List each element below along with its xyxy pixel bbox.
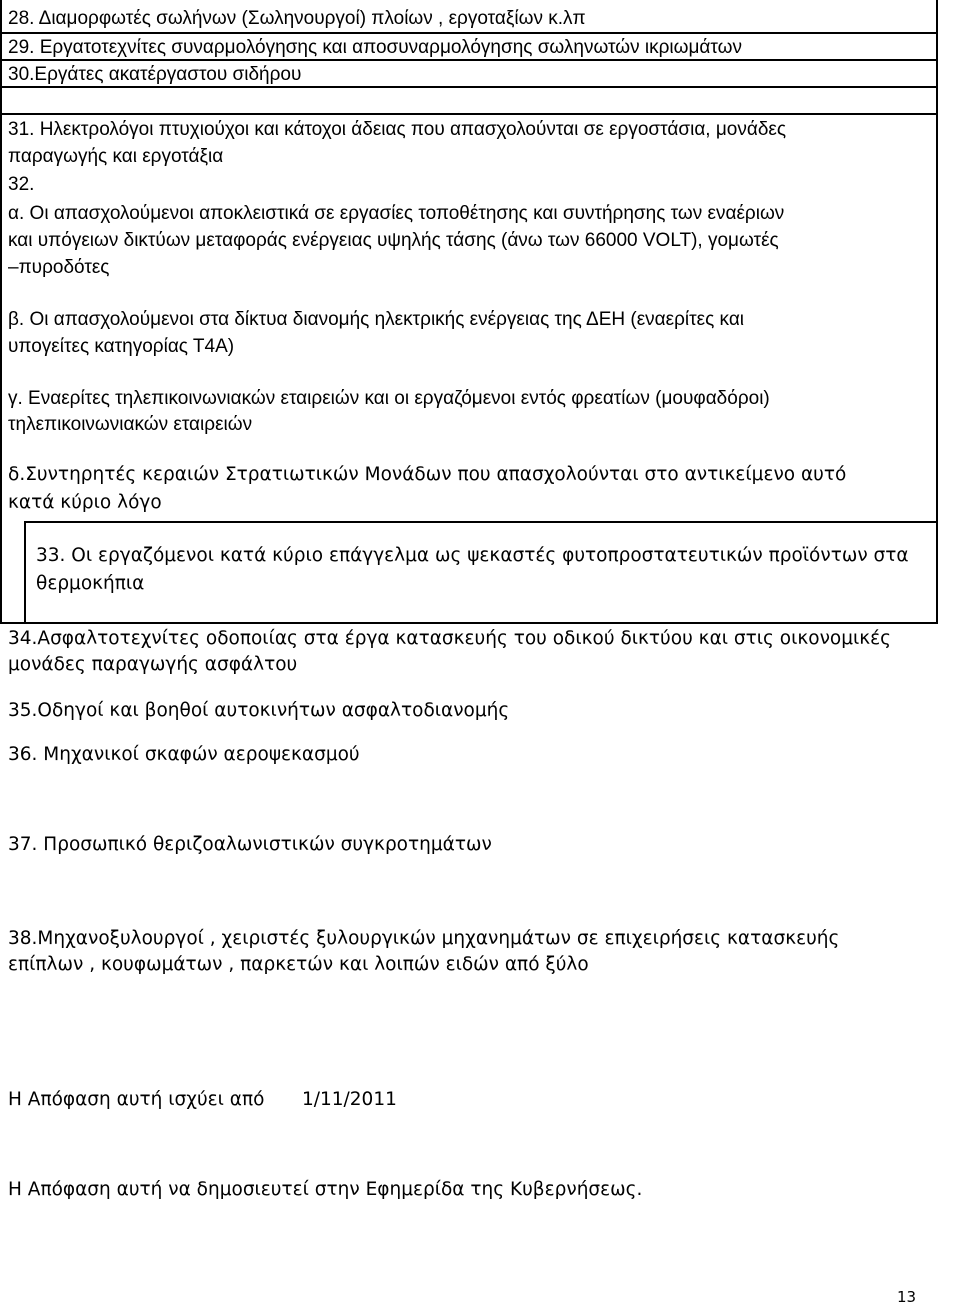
item-33-line-1: 33. Οι εργαζόμενοι κατά κύριο επάγγελμα ως ψεκαστές φυτοπροστατευτικών προϊόντων στα (36, 545, 909, 566)
table-rule (0, 86, 938, 88)
item-34-line-2: μονάδες παραγωγής ασφάλτου (8, 654, 298, 675)
page-number: 13 (897, 1288, 917, 1306)
table-border-left (0, 0, 2, 622)
table-rule (0, 32, 938, 34)
item-31-line-2: παραγωγής και εργοτάξια (8, 146, 224, 167)
item-31-line-1: 31. Ηλεκτρολόγοι πτυχιούχοι και κάτοχοι άδειας που απασχολούνται σε εργοστάσια, μονάδες (8, 119, 787, 140)
item-32a-line-1: α. Οι απασχολούμενοι αποκλειστικά σε εργασίες τοποθέτησης και συντήρησης των εναέριων (8, 203, 785, 224)
validity-label: Η Απόφαση αυτή ισχύει από (8, 1089, 265, 1110)
item-36: 36. Μηχανικοί σκαφών αεροψεκασμού (8, 744, 360, 765)
item-32a-line-3: –πυροδότες (8, 257, 110, 278)
item-34-line-1: 34.Ασφαλτοτεχνίτες οδοποιίας στα έργα κατασκευής του οδικού δικτύου και στις οικονομικές (8, 628, 892, 649)
item-30: 30.Εργάτες ακατέργαστου σιδήρου (8, 64, 302, 85)
item-32: 32. (8, 174, 35, 195)
validity-date: 1/11/2011 (302, 1089, 397, 1110)
item-33-line-2: θερμοκήπια (36, 573, 145, 594)
item-38-line-1: 38.Μηχανοξυλουργοί , χειριστές ξυλουργικών μηχανημάτων σε επιχειρήσεις κατασκευής (8, 928, 840, 949)
item-32b-line-1: β. Οι απασχολούμενοι στα δίκτυα διανομής ηλεκτρικής ενέργειας της ΔΕΗ (εναερίτες και (8, 309, 745, 330)
item-32d-line-2: κατά κύριο λόγο (8, 492, 162, 513)
item-29: 29. Εργατοτεχνίτες συναρμολόγησης και αποσυναρμολόγησης σωληνωτών ικριωμάτων (8, 37, 742, 58)
item-32d-line-1: δ.Συντηρητές κεραιών Στρατιωτικών Μονάδων που απασχολούνται στο αντικείμενο αυτό (8, 464, 847, 485)
item-32a-line-2: και υπόγειων δικτύων μεταφοράς ενέργειας υψηλής τάσης (άνω των 66000 VOLT), γομωτές (8, 230, 779, 251)
publication-statement: Η Απόφαση αυτή να δημοσιευτεί στην Εφημερίδα της Κυβερνήσεως. (8, 1179, 643, 1200)
table-rule (0, 113, 938, 115)
item-35: 35.Οδηγοί και βοηθοί αυτοκινήτων ασφαλτοδιανομής (8, 700, 510, 721)
item-33-box (24, 521, 938, 624)
item-38-line-2: επίπλων , κουφωμάτων , παρκετών και λοιπών ειδών από ξύλο (8, 954, 589, 975)
table-rule (0, 59, 938, 61)
item-32b-line-2: υπογείτες κατηγορίας Τ4Α) (8, 336, 235, 357)
item-37: 37. Προσωπικό θεριζοαλωνιστικών συγκροτημάτων (8, 834, 492, 855)
item-28: 28. Διαμορφωτές σωλήνων (Σωληνουργοί) πλοίων , εργοταξίων κ.λπ (8, 8, 586, 29)
item-32c-line-2: τηλεπικοινωνιακών εταιρειών (8, 414, 253, 435)
item-32c-line-1: γ. Εναερίτες τηλεπικοινωνιακών εταιρειών και οι εργαζόμενοι εντός φρεατίων (μουφαδόροι) (8, 388, 770, 409)
